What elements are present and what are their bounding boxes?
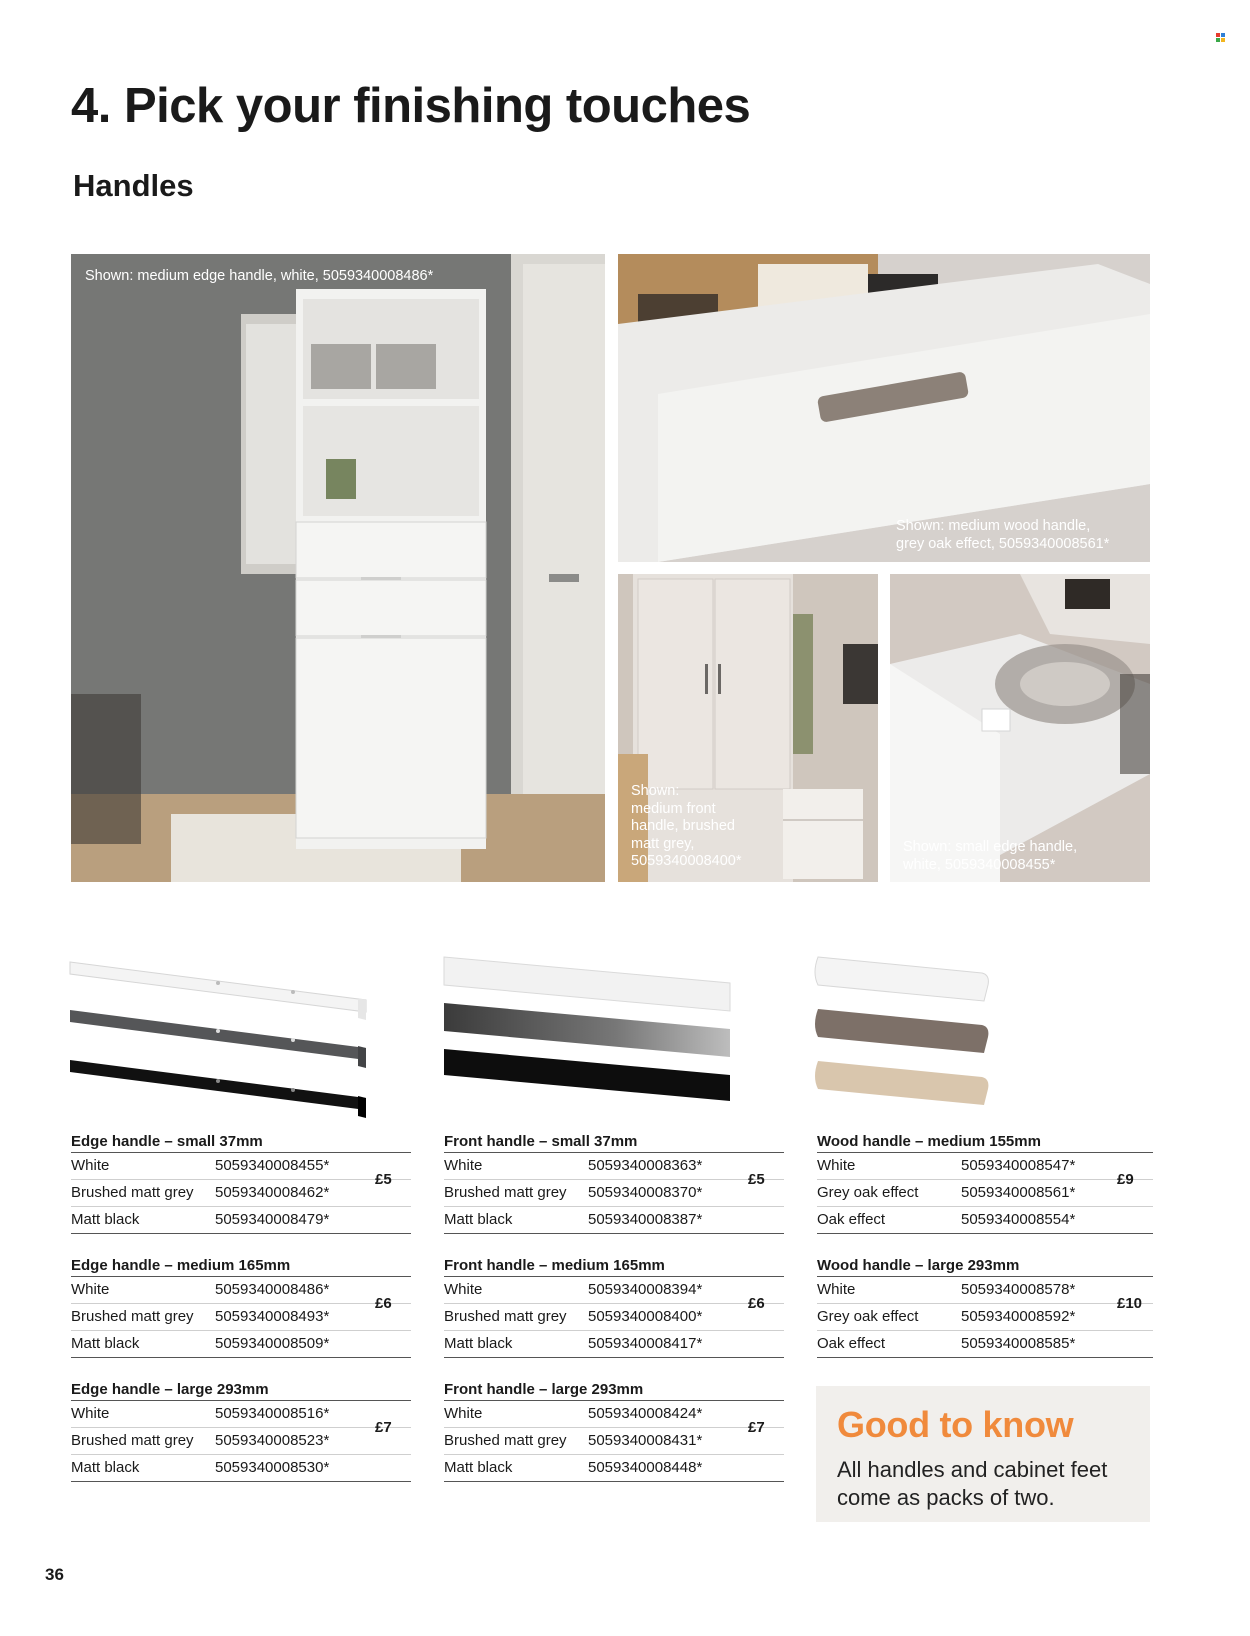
finish-cell: White [71,1405,110,1422]
photo-drawer-wood-handle [618,254,1150,562]
finish-cell: Brushed matt grey [444,1184,567,1201]
table-row [71,1454,411,1481]
code-cell: 5059340008554* [961,1211,1076,1228]
caption-line: matt grey, [631,835,695,852]
finish-cell: White [444,1405,483,1422]
table-row [71,1179,411,1206]
code-cell: 5059340008561* [961,1184,1076,1201]
table-row [71,1303,411,1330]
table-wood-medium [817,1132,1153,1234]
code-cell: 5059340008509* [215,1335,330,1352]
price-label: £5 [748,1170,765,1188]
finish-cell: White [71,1157,110,1174]
table-title: Edge handle – medium 165mm [71,1257,291,1274]
table-title: Edge handle – large 293mm [71,1381,269,1398]
page-title: 4. Pick your finishing touches [71,79,751,133]
section-title: Handles [73,168,194,203]
table-title: Wood handle – medium 155mm [817,1133,1041,1150]
table-row [71,1401,411,1427]
table-row [444,1454,784,1481]
finish-cell: Matt black [71,1459,140,1476]
photo-drawer-edge-handle [890,574,1150,882]
finish-cell: Grey oak effect [817,1308,919,1325]
table-title: Edge handle – small 37mm [71,1133,263,1150]
code-cell: 5059340008363* [588,1157,703,1174]
photo-caption [896,518,1109,553]
code-cell: 5059340008394* [588,1281,703,1298]
price-label: £7 [748,1418,765,1436]
caption-line: white, 5059340008455* [903,856,1056,873]
code-cell: 5059340008516* [215,1405,330,1422]
photo-caption [903,839,1077,874]
table-row [817,1277,1153,1303]
table-row [444,1206,784,1233]
finish-cell: Oak effect [817,1211,886,1228]
table-row [444,1427,784,1454]
finish-cell: White [444,1281,483,1298]
photo-caption [631,783,741,871]
table-row [71,1153,411,1179]
caption-line: Shown: medium wood handle, [896,518,1091,534]
code-cell: 5059340008578* [961,1281,1076,1298]
table-row [817,1206,1153,1233]
front-handles-image [442,955,732,1103]
code-cell: 5059340008448* [588,1459,703,1476]
code-cell: 5059340008417* [588,1335,703,1352]
finish-cell: Brushed matt grey [444,1308,567,1325]
code-cell: 5059340008585* [961,1335,1076,1352]
good-to-know-line: All handles and cabinet feet [837,1457,1108,1482]
finish-cell: White [444,1157,483,1174]
table-row [817,1330,1153,1357]
price-label: £7 [375,1418,392,1436]
code-cell: 5059340008592* [961,1308,1076,1325]
code-cell: 5059340008462* [215,1184,330,1201]
caption-line: Shown: [631,783,680,799]
table-front-small [444,1132,784,1234]
good-to-know-heading: Good to know [837,1404,1074,1445]
code-cell: 5059340008387* [588,1211,703,1228]
photo-tall-cabinet [71,254,605,882]
photo-caption: Shown: medium edge handle, white, 5059340008486* [85,268,434,284]
table-front-large [444,1380,784,1482]
finish-cell: White [817,1157,856,1174]
finish-cell: Matt black [444,1459,513,1476]
table-row [444,1153,784,1179]
finish-cell: White [817,1281,856,1298]
code-cell: 5059340008431* [588,1432,703,1449]
table-row [444,1277,784,1303]
brand-logo-icon [1216,33,1226,43]
table-row [444,1330,784,1357]
page-number: 36 [45,1565,64,1584]
code-cell: 5059340008479* [215,1211,330,1228]
table-row [71,1277,411,1303]
code-cell: 5059340008523* [215,1432,330,1449]
caption-line: grey oak effect, 5059340008561* [896,535,1110,552]
good-to-know-text [837,1456,1137,1512]
table-row [817,1153,1153,1179]
table-row [71,1427,411,1454]
price-label: £6 [375,1294,392,1312]
finish-cell: White [71,1281,110,1298]
table-row [817,1303,1153,1330]
finish-cell: Brushed matt grey [444,1432,567,1449]
finish-cell: Brushed matt grey [71,1184,194,1201]
table-row [444,1401,784,1427]
code-cell: 5059340008455* [215,1157,330,1174]
finish-cell: Brushed matt grey [71,1432,194,1449]
wood-handles-image [812,955,992,1115]
table-title: Front handle – medium 165mm [444,1257,665,1274]
code-cell: 5059340008547* [961,1157,1076,1174]
good-to-know-box [816,1386,1150,1522]
code-cell: 5059340008400* [588,1308,703,1325]
table-title: Front handle – small 37mm [444,1133,638,1150]
finish-cell: Matt black [444,1335,513,1352]
table-front-medium [444,1256,784,1358]
good-to-know-line: come as packs of two. [837,1485,1055,1510]
edge-handles-image [68,960,368,1122]
code-cell: 5059340008530* [215,1459,330,1476]
finish-cell: Matt black [444,1211,513,1228]
table-edge-large [71,1380,411,1482]
table-row [817,1179,1153,1206]
table-row [71,1206,411,1233]
table-row [71,1330,411,1357]
caption-line: handle, brushed [631,818,735,834]
table-wood-large [817,1256,1153,1358]
caption-line: 5059340008400* [631,853,742,869]
finish-cell: Matt black [71,1335,140,1352]
code-cell: 5059340008486* [215,1281,330,1298]
code-cell: 5059340008424* [588,1405,703,1422]
finish-cell: Brushed matt grey [71,1308,194,1325]
finish-cell: Matt black [71,1211,140,1228]
price-label: £5 [375,1170,392,1188]
finish-cell: Grey oak effect [817,1184,919,1201]
code-cell: 5059340008370* [588,1184,703,1201]
table-row [444,1179,784,1206]
table-title: Front handle – large 293mm [444,1381,644,1398]
finish-cell: Oak effect [817,1335,886,1352]
table-row [444,1303,784,1330]
caption-line: Shown: small edge handle, [903,839,1078,855]
price-label: £10 [1117,1294,1143,1312]
price-label: £6 [748,1294,765,1312]
caption-line: medium front [631,800,716,817]
table-title: Wood handle – large 293mm [817,1257,1020,1274]
table-edge-small [71,1132,411,1234]
code-cell: 5059340008493* [215,1308,330,1325]
price-label: £9 [1117,1170,1134,1188]
table-edge-medium [71,1256,411,1358]
